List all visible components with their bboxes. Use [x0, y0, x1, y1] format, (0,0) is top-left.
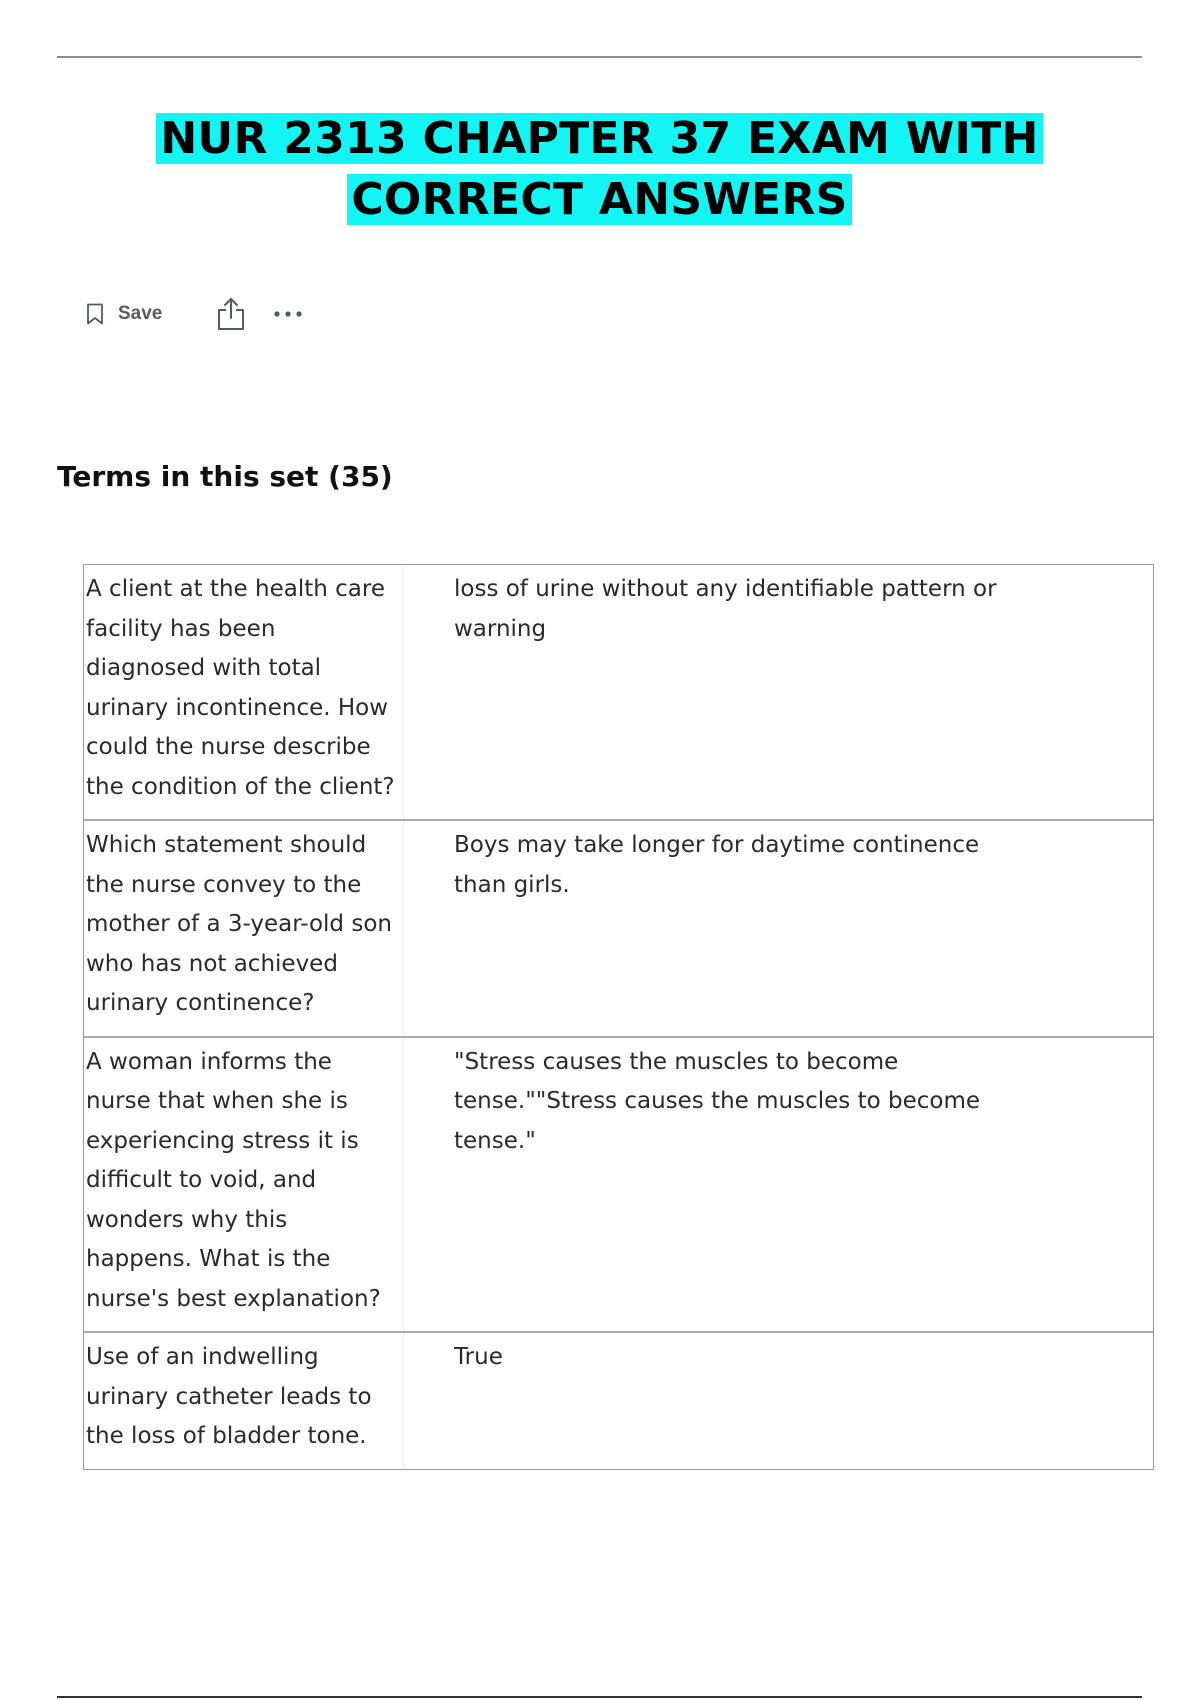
term-answer: Boys may take longer for daytime continence than girls.	[454, 832, 980, 898]
terms-table	[83, 564, 1154, 1470]
more-icon[interactable]	[272, 309, 304, 319]
save-button[interactable]	[86, 303, 162, 325]
bookmark-icon	[86, 303, 104, 325]
save-label: Save	[118, 303, 163, 324]
term-question: A woman informs the nurse that when she is experiencing stress it is difficult to void, and wonders why this happens. What is the nurse's best explanation?	[84, 1038, 404, 1332]
term-question: Use of an indwelling urinary catheter leads to the loss of bladder tone.	[84, 1333, 404, 1469]
term-row	[84, 1036, 1153, 1332]
term-answer: True	[454, 1344, 503, 1370]
term-answer: loss of urine without any identifiable pattern or warning	[454, 576, 997, 642]
term-question: A client at the health care facility has been diagnosed with total urinary incontinence. How could the nurse describe the condition of the client?	[84, 565, 404, 819]
action-bar	[86, 296, 304, 332]
terms-heading: Terms in this set (35)	[57, 460, 393, 493]
top-divider	[57, 56, 1142, 58]
bottom-divider	[57, 1696, 1142, 1698]
term-question: Which statement should the nurse convey to the mother of a 3-year-old son who has not achieved urinary continence?	[84, 821, 404, 1036]
term-row	[84, 565, 1153, 819]
term-answer: "Stress causes the muscles to become tense.""Stress causes the muscles to become tense."	[454, 1048, 981, 1154]
term-row	[84, 819, 1153, 1036]
page-title	[57, 108, 1142, 230]
term-row	[84, 1331, 1153, 1469]
share-icon[interactable]	[216, 297, 246, 331]
page-title-text: NUR 2313 CHAPTER 37 EXAM WITH CORRECT ANSWERS	[156, 113, 1042, 225]
